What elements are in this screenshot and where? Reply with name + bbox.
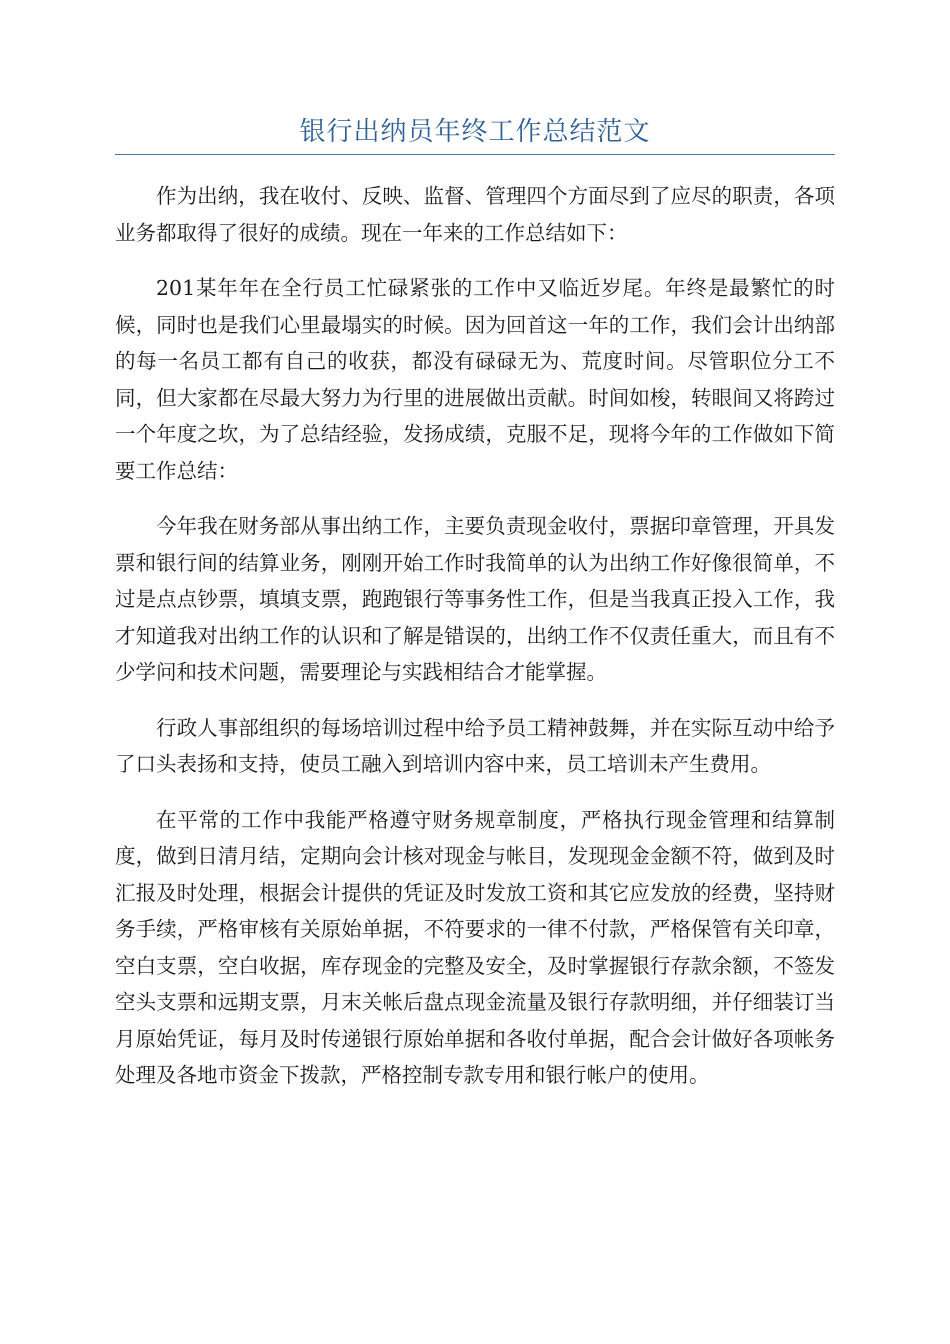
paragraph-3: 今年我在财务部从事出纳工作，主要负责现金收付，票据印章管理，开具发票和银行间的结算业务，刚刚开始工作时我简单的认为出纳工作好像很简单，不过是点点钞票，填填支票，跑跑银行等事务性工作，但是当我真正投入工作，我才知道我对出纳工作的认识和了解是错误的，出纳工作不仅责任重大，而且有不少学问和技术问题，需要理论与实践相结合才能掌握。 bbox=[115, 514, 835, 684]
paragraph-4: 行政人事部组织的每场培训过程中给予员工精神鼓舞，并在实际互动中给予了口头表扬和支持，使员工融入到培训内容中来，员工培训未产生费用。 bbox=[115, 715, 835, 776]
paragraph-5: 在平常的工作中我能严格遵守财务规章制度，严格执行现金管理和结算制度，做到日清月结，定期向会计核对现金与帐目，发现现金金额不符，做到及时汇报及时处理，根据会计提供的凭证及时发放工资和其它应发放的经费，坚持财务手续，严格审核有关原始单据，不符要求的一律不付款，严格保管有关印章，空白支票，空白收据，库存现金的完整及安全，及时掌握银行存款余额，不签发空头支票和远期支票，月末关帐后盘点现金流量及银行存款明细，并仔细装订当月原始凭证，每月及时传递银行原始单据和各收付单据，配合会计做好各项帐务处理及各地市资金下拨款，严格控制专款专用和银行帐户的使用。 bbox=[115, 807, 835, 1087]
paragraph-1: 作为出纳，我在收付、反映、监督、管理四个方面尽到了应尽的职责，各项业务都取得了很好的成绩。现在一年来的工作总结如下： bbox=[115, 184, 835, 245]
paragraph-2: 201某年年在全行员工忙碌紧张的工作中又临近岁尾。年终是最繁忙的时候，同时也是我们心里最塌实的时候。因为回首这一年的工作，我们会计出纳部的每一名员工都有自己的收获，都没有碌碌无为、荒度时间。尽管职位分工不同，但大家都在尽最大努力为行里的进展做出贡献。时间如梭，转眼间又将跨过一个年度之坎，为了总结经验，发扬成绩，克服不足，现将今年的工作做如下简要工作总结： bbox=[115, 276, 835, 483]
document-body bbox=[115, 178, 835, 1113]
title-underline bbox=[115, 154, 835, 155]
document-title: 银行出纳员年终工作总结范文 bbox=[299, 117, 651, 147]
